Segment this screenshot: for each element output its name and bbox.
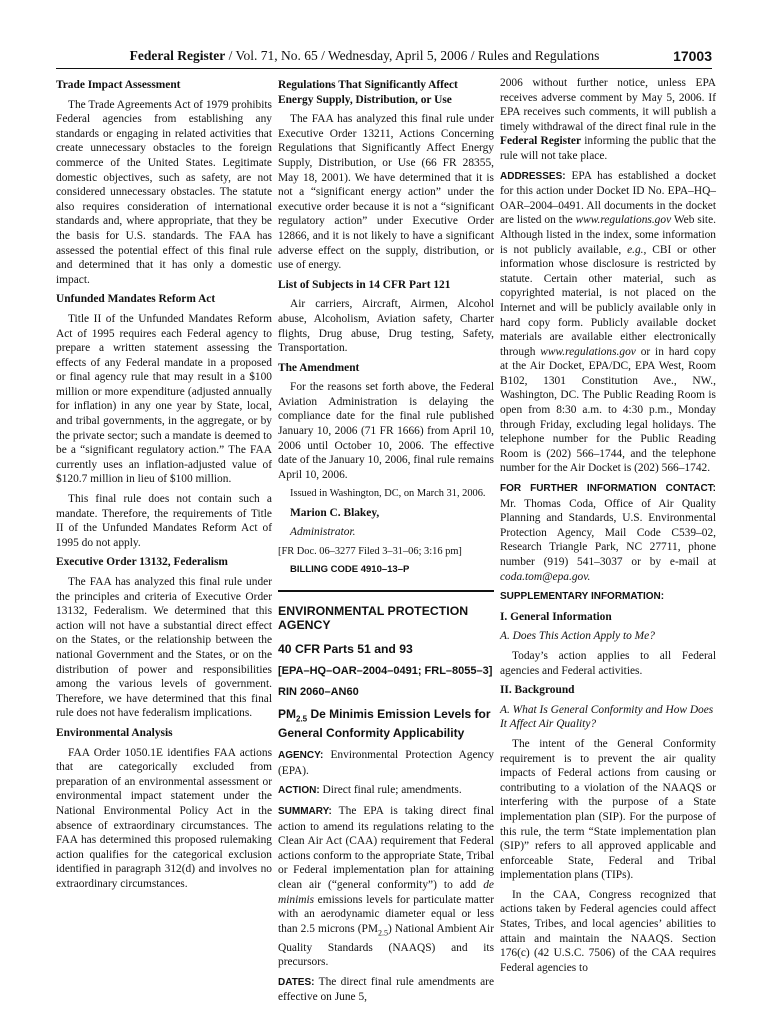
paragraph-eo-13132: The FAA has analyzed this final rule under the principles and criteria of Executive Order 13132, Federalism. We determined that this action will not have a substantial direct effect on the States, or the relationship between the national Government and the States, or on the distribution of power and responsibilities among the various levels of government. Therefore, we have determined that this final rule does not have federalism implications. [56, 576, 272, 720]
agency-field [278, 748, 494, 778]
section-divider [278, 590, 494, 592]
agency-text: Environmental Protection Agency (EPA). [278, 749, 494, 777]
header-publication: Federal Register [129, 48, 226, 63]
heading-general-information: I. General Information [500, 610, 612, 623]
summary-text-a: The EPA is taking direct final action to amend its regulations relating to the Clean Air Act (CAA) requirement that Federal actions conform to the appropriate State, Tribal or Federal implementation plan for attaining clean air (“general conformity”) to add [278, 804, 494, 891]
issued-statement: Issued in Washington, DC, on March 31, 2006. [290, 488, 486, 500]
paragraph-applies: Today’s action applies to all Federal agencies and Federal activities. [500, 649, 716, 677]
contact-email-link[interactable]: coda.tom@epa.gov. [500, 570, 591, 583]
billing-code: BILLING CODE 4910–13–P [290, 564, 410, 576]
supplementary-heading [500, 589, 716, 605]
action-label: ACTION: [278, 785, 320, 797]
heading-unfunded-mandates: Unfunded Mandates Reform Act [56, 293, 216, 306]
dates-text: The direct final rule amendments are effective on June 5, [278, 975, 494, 1004]
summary-text-b: emissions levels for particulate matter with an aerodynamic diameter equal or less than 2.5 microns (PM [278, 893, 494, 935]
addresses-label: ADDRESSES: [500, 170, 566, 182]
addresses-text-b: Web site. Although listed in the index, some information is not publicly available, [500, 214, 717, 256]
heading-the-amendment: The Amendment [278, 361, 360, 374]
dates-label: DATES: [278, 976, 315, 988]
heading-environmental-analysis: Environmental Analysis [56, 726, 173, 739]
heading-does-this-apply: A. Does This Action Apply to Me? [500, 630, 655, 643]
regulations-link-2[interactable]: www.regulations.gov [540, 345, 636, 358]
regulations-link-1[interactable]: www.regulations.gov [575, 214, 672, 227]
addresses-field [500, 169, 716, 476]
paragraph-caa: In the CAA, Congress recognized that actions taken by Federal agencies could affect States, Tribes, and local agencies’ abilities to attain and maintain the NAAQS. Section 176(c) (42 U.S.C. 7506) of the CAA requires Federal agencies to [500, 888, 716, 974]
summary-label: SUMMARY: [278, 805, 332, 817]
cfr-parts: 40 CFR Parts 51 and 93 [278, 642, 413, 657]
dates-cont-end: informing the public that the rule will not take place. [500, 135, 716, 162]
dates-cont-text: 2006 without further notice, unless EPA receives adverse comment by May 5, 2006. If EPA receives such comments, it will publish a timely withdrawal of the direct final rule in the [500, 77, 716, 133]
dates-continued [500, 76, 716, 164]
addresses-eg: e.g., [627, 243, 647, 256]
paragraph-energy-supply: The FAA has analyzed this final rule under Executive Order 13211, Actions Concerning Regulations that Significantly Affect Energy Supply, Distribution, or Use (66 FR 28355, May 18, 2001). We have determined that it is not a “significant energy action” under the executive order because it is not a “significant regulatory action” under Executive Order 12866, and it is not likely to have a significant adverse effect on the supply, distribution, or use of energy. [278, 113, 494, 272]
contact-text: Mr. Thomas Coda, Office of Air Quality Planning and Standards, U.S. Environmental Protection Agency, Mail Code C539–02, Research Triangle Park, NC 27711, phone number (919) 541–3037 or by e-mail at [500, 497, 716, 568]
contact-label: FOR FURTHER INFORMATION CONTACT: [500, 483, 716, 495]
rule-title-rest: De Minimis Emission Levels for General Conformity Applicability [278, 706, 491, 741]
addresses-text-a: EPA has established a docket for this action under Docket ID No. EPA–HQ–OAR–2004–0491. All documents in the docket are listed on the [500, 169, 716, 227]
action-field [278, 783, 494, 799]
paragraph-unfunded-2: This final rule does not contain such a mandate. Therefore, the requirements of Title II of the Unfunded Mandates Reform Act of 1995 do not apply. [56, 493, 272, 549]
summary-subscript: 2.5 [378, 928, 388, 938]
heading-eo-13132: Executive Order 13132, Federalism [56, 556, 228, 569]
summary-field [278, 804, 494, 970]
paragraph-list-of-subjects: Air carriers, Aircraft, Airmen, Alcohol abuse, Alcoholism, Aviation safety, Charter flights, Drug abuse, Drug testing, Safety, Transportation. [278, 298, 494, 355]
summary-italic: de minimis [278, 878, 494, 906]
heading-background: II. Background [500, 684, 575, 697]
paragraph-intent: The intent of the General Conformity requirement is to prevent the air quality impacts of Federal actions from causing or contributing to a violation of the NAAQS or interfering with the purpose of a State implementation plan (SIP). For the purpose of this rule, the term “State implementation plan (SIP)” refers to all approved applicable and enforceable State, Federal and Tribal implementation plans (TIPs). [500, 737, 716, 882]
agency-label: AGENCY: [278, 750, 324, 762]
page-header [56, 38, 712, 69]
heading-list-of-subjects: List of Subjects in 14 CFR Part 121 [278, 278, 451, 291]
signatory-title: Administrator. [290, 526, 356, 539]
rule-title [278, 707, 494, 740]
docket-number: [EPA–HQ–OAR–2004–0491; FRL–8055–3] [278, 664, 493, 677]
column-3 [500, 76, 716, 980]
signatory-name: Marion C. Blakey, [290, 506, 380, 519]
rule-title-pm: PM [278, 706, 296, 721]
page-number: 17003 [673, 48, 712, 64]
heading-what-is-general-conformity: A. What Is General Conformity and How Does It Affect Air Quality? [500, 703, 714, 731]
paragraph-the-amendment: For the reasons set forth above, the Federal Aviation Administration is delaying the compliance date for the final rule published January 10, 2006 (71 FR 1666) from April 10, 2006 until October 10, 2006. The effective date of the January 10, 2006, final rule remains April 10, 2006. [278, 381, 494, 481]
paragraph-environmental-analysis: FAA Order 1050.1E identifies FAA actions that are categorically excluded from preparation of an environmental assessment or environmental impact statement under the National Environmental Policy Act in the absence of extraordinary circumstances. The FAA has determined this proposed rulemaking action qualifies for the categorical exclusion identified in paragraph 312(d) and involves no extraordinary circumstances. [56, 746, 272, 890]
rule-title-subscript: 2.5 [296, 714, 308, 724]
column-1 [56, 76, 272, 896]
action-text: Direct final rule; amendments. [319, 784, 462, 797]
header-details: / Vol. 71, No. 65 / Wednesday, April 5, 2006 / Rules and Regulations [225, 48, 600, 63]
paragraph-trade-impact: The Trade Agreements Act of 1979 prohibits Federal agencies from establishing any standards or engaging in related activities that create unnecessary obstacles to the foreign commerce of the United States. Legitimate domestic objectives, such as safety, are not considered unnecessary obstacles. The statute also requires consideration of international standards and, where appropriate, that they be the basis for U.S. standards. The FAA has assessed the potential effect of this final rule and determined that it has only a domestic impact. [56, 98, 272, 286]
paragraph-unfunded-1: Title II of the Unfunded Mandates Reform Act of 1995 requires each Federal agency to prepare a written statement assessing the effects of any Federal mandate in a proposed or final agency rule that may result in a $100 million or more expenditure (adjusted annually for inflation) in any one year by State, local, and tribal governments, in the aggregate, or by the private sector; such a mandate is deemed to be a “significant regulatory action.” The FAA currently uses an inflation-adjusted value of $120.7 million in lieu of $100 million. [56, 312, 272, 486]
fr-doc-reference: [FR Doc. 06–3277 Filed 3–31–06; 3:16 pm] [278, 546, 462, 558]
contact-field [500, 481, 716, 584]
supplementary-label: SUPPLEMENTARY INFORMATION: [500, 591, 665, 603]
dates-cont-bold: Federal Register [500, 135, 582, 148]
agency-heading: ENVIRONMENTAL PROTECTION AGENCY [278, 604, 469, 633]
heading-energy-supply: Regulations That Significantly Affect Energy Supply, Distribution, or Use [278, 79, 458, 106]
summary-text-c: ) National Ambient Air Quality Standards (NAAQS) and its precursors. [278, 922, 494, 969]
rin-number: RIN 2060–AN60 [278, 686, 359, 699]
heading-trade-impact: Trade Impact Assessment [56, 79, 181, 91]
addresses-text-c: CBI or other information whose disclosure is restricted by statute. Certain other material, such as copyrighted material, is not placed on the Internet and will be publicly available only in hard copy form. Publicly available docket materials are available either electronically through [500, 243, 716, 358]
dates-field [278, 975, 494, 1005]
addresses-text-d: or in hard copy at the Air Docket, EPA/DC, EPA West, Room B102, 1301 Constitution Ave., NW., Washington, DC. The Public Reading Room is open from 8:30 a.m. to 4:30 p.m., Monday through Friday, excluding legal holidays. The telephone number for the Public Reading Room is (202) 566–1744, and the telephone number for the Air Docket is (202) 566–1742. [500, 345, 716, 475]
header-citation [56, 48, 673, 64]
column-2 [278, 76, 494, 1010]
